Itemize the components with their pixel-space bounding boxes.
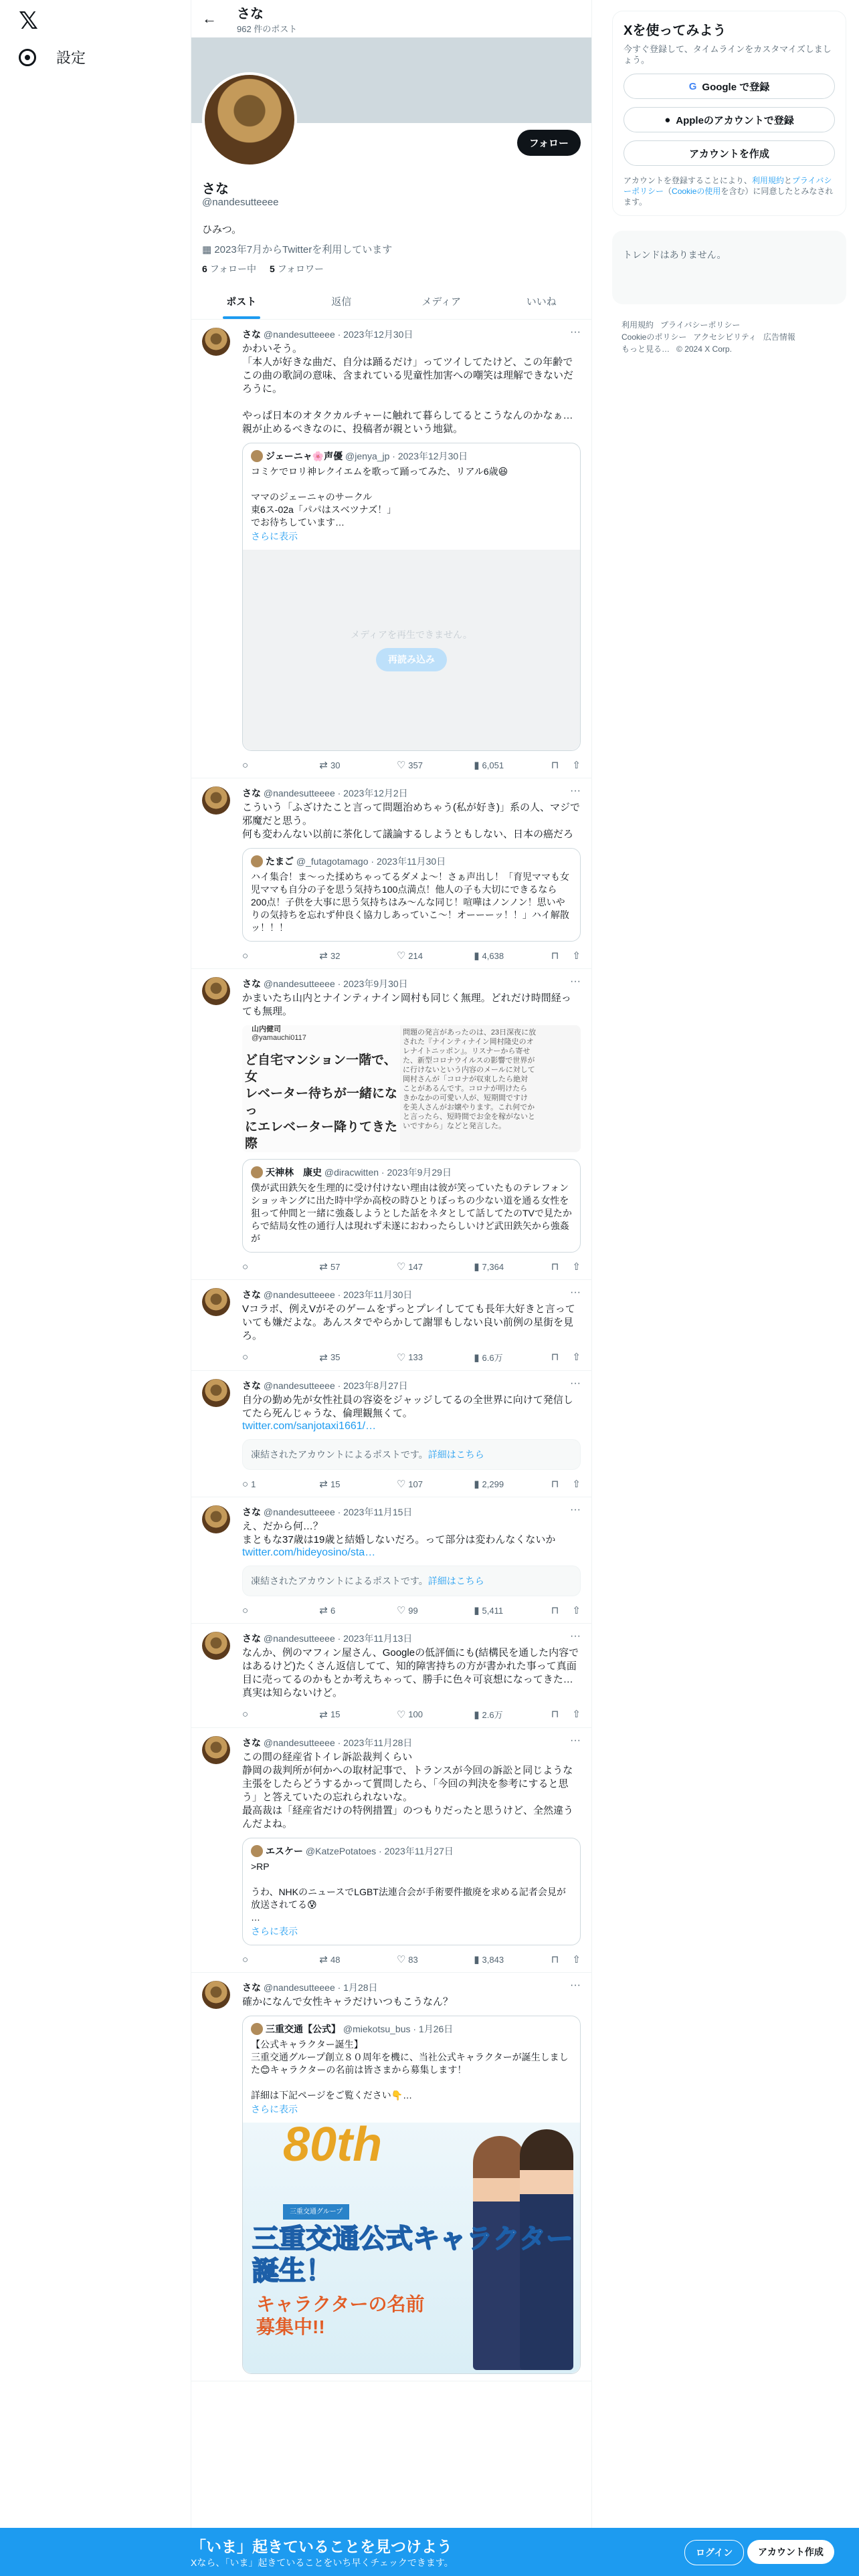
reply-icon: ○ (242, 759, 249, 771)
like-icon: ♡ (396, 1261, 406, 1273)
image-text-right: 問題の発言があったのは、23日深夜に放 された『ナインティナイン岡村隆史のオ レナイトニッポン』。リスナーから寄せ た、新型コロナウイルスの影響で世界が に行けないという内容のメールに対して 岡村さんが「コロナが収束したら絶対 ことがあるんです。コロナが明けたら きかなかの可愛い人が、短期間ですけ を美人さんがお嬢やります。これ何でか と言ったら、短時間でお金を稼がないと いですから」などと発言した。 (400, 1025, 581, 1152)
tweet-header (242, 1736, 581, 1749)
views-button[interactable] (474, 1351, 514, 1364)
ad-subheadline: キャラクターの名前 募集中!! (256, 2294, 425, 2337)
image-author (252, 1025, 399, 1043)
tweet-author-name[interactable]: さな (242, 978, 261, 989)
tweet-actions (242, 759, 581, 771)
like-button[interactable] (397, 1351, 437, 1364)
signup-terms: アカウントを登録することにより、利用規約とプライバシーポリシー（Cookieの使用を含む）に同意したとみなされます。 (624, 176, 834, 207)
tweet-meta: @nandesutteeee · 2023年11月28日 (263, 1737, 413, 1748)
profile-name: さな (202, 182, 229, 197)
tweet-link[interactable]: twitter.com/sanjotaxi1661/… (242, 1420, 377, 1432)
like-count: 100 (408, 1709, 423, 1719)
tweet-text: なんか、例のマフィン屋さん、Googleの低評価にも(結構民を通した内容ではあるけど)たくさん返信してて、知的障害持ちの方が書かれた事って真面目に売ってるのかもとか考えちゃって、勝手に色々可哀想になってきた…真実は知らないけど。 (242, 1647, 579, 1699)
tweet-meta: @nandesutteeee · 2023年12月30日 (263, 329, 413, 340)
tweet[interactable] (191, 1973, 591, 2381)
retweet-icon: ⇄ (319, 1954, 328, 1965)
quoted-avatar (251, 855, 263, 867)
retweet-count: 35 (330, 1352, 341, 1362)
retweet-button[interactable] (319, 1351, 359, 1364)
joined-text: 2023年7月からTwitterを利用しています (214, 244, 393, 255)
tab-media[interactable]: メディア (421, 296, 462, 308)
like-button[interactable] (397, 1953, 437, 1965)
profile-stats (202, 262, 324, 276)
reply-count: 1 (251, 1479, 256, 1489)
tweet[interactable] (191, 320, 591, 778)
tweet-author-name[interactable]: さな (242, 1380, 261, 1391)
more-icon[interactable]: ··· (570, 1630, 581, 1642)
bookmark-icon[interactable]: ⊓ (551, 1709, 559, 1720)
like-icon: ♡ (396, 1605, 406, 1616)
views-button[interactable] (474, 1708, 514, 1721)
bottom-banner (0, 2528, 859, 2576)
tweet-header (242, 786, 581, 800)
quoted-tweet[interactable] (242, 848, 581, 942)
reply-button[interactable] (242, 1351, 282, 1364)
views-icon: ▮ (474, 1709, 480, 1721)
tweet-header (242, 1505, 581, 1519)
tweet-avatar[interactable] (202, 786, 230, 815)
media-error-text: メディアを再生できません。 (351, 629, 472, 640)
tweet-avatar[interactable] (202, 1505, 230, 1533)
more-icon[interactable]: ··· (570, 1378, 581, 1389)
retweet-count: 57 (330, 1261, 341, 1272)
bookmark-icon[interactable]: ⊓ (551, 1352, 559, 1363)
tweet[interactable] (191, 1624, 591, 1728)
footer-link[interactable]: 広告情報 (763, 332, 795, 342)
quoted-author-name: たまご (266, 856, 294, 867)
quoted-header (251, 2023, 572, 2036)
image-author-handle: @yamauchi0117 (252, 1034, 306, 1042)
tweet[interactable] (191, 778, 591, 969)
quoted-author-name: 天神林 康史 (266, 1167, 322, 1178)
tweet-author-name[interactable]: さな (242, 1737, 261, 1748)
tab-replies[interactable]: 返信 (331, 296, 352, 308)
profile-avatar[interactable] (202, 72, 297, 167)
gear-icon (19, 49, 36, 66)
tweet-text: こういう「ふざけたこと言って問題治めちゃう(私が好き)」系の人、マジで邪魔だと思う。 何も変わんない以前に茶化して議論するしようともしない、日本の癌だろ (242, 802, 580, 840)
tweet[interactable] (191, 1371, 591, 1497)
tweet-actions (242, 1708, 581, 1721)
quoted-text: 僕が武田鉄矢を生理的に受け付けない理由は彼が笑っていたものテレフォンショッキングに出た時中学か高校の時ひとりぼっちの少ない道を通る女性を狙って仲間と一緒に強姦しようとした話をネタとして話してたのTVで見たからで結局女性の通行人は現れず未遂におわったらしいけど武田鉄矢から強姦が (251, 1182, 572, 1244)
retweet-count: 48 (330, 1954, 341, 1965)
quoted-avatar (251, 1166, 263, 1178)
reply-icon: ○ (242, 1478, 249, 1490)
share-icon[interactable]: ⇧ (572, 760, 581, 771)
quoted-header (251, 855, 572, 868)
quoted-avatar (251, 450, 263, 462)
views-icon: ▮ (474, 760, 480, 771)
share-icon[interactable]: ⇧ (572, 1352, 581, 1363)
apple-icon: ● (664, 114, 671, 126)
tweet-author-name[interactable]: さな (242, 788, 261, 798)
like-count: 107 (408, 1479, 423, 1489)
login-button[interactable]: ログイン (684, 2540, 744, 2565)
tweet-text: え、だから何…？ まともな37歳は19歳と結婚しないだろ。って部分は変わんなくないか (242, 1521, 556, 1545)
tweet-meta: @nandesutteeee · 2023年8月27日 (263, 1380, 408, 1391)
reply-icon: ○ (242, 950, 249, 962)
retweet-icon: ⇄ (319, 1261, 328, 1273)
like-icon: ♡ (396, 760, 406, 771)
quoted-meta: @miekotsu_bus · 1月26日 (343, 2024, 454, 2034)
like-count: 83 (408, 1954, 418, 1965)
quoted-header (251, 1845, 572, 1858)
views-count: 6.6万 (482, 1353, 503, 1363)
bottom-subtitle: Xなら、「いま」起きていることをいち早くチェックできます。 (191, 2557, 454, 2568)
like-icon: ♡ (396, 950, 406, 962)
quoted-header (251, 1166, 572, 1179)
reply-button[interactable] (242, 1604, 282, 1616)
views-button[interactable] (474, 1261, 514, 1273)
retweet-button[interactable] (319, 1478, 359, 1490)
quoted-author-name: エスケー (266, 1846, 303, 1856)
reply-button[interactable] (242, 950, 282, 962)
tweet-avatar[interactable] (202, 977, 230, 1005)
tweet-end-actions (551, 1261, 581, 1273)
signup-button[interactable]: アカウント作成 (747, 2540, 834, 2564)
unavailable-text: 凍結されたアカウントによるポストです。 (251, 1449, 428, 1460)
tweet-actions (242, 1604, 581, 1616)
like-button[interactable] (397, 1604, 437, 1616)
profile-header (191, 0, 591, 37)
nav-settings[interactable] (19, 47, 86, 68)
tweet-text: かわいそう。 「本人が好きな曲だ、自分は踊るだけ」ってツイしてたけど、この年齢でこの曲の歌詞の意味、含まれている児童性加害への嘲笑は理解できないだろうに。 やっぱ日本のオタクカルチャーに触れて暮らしてるとこうなんのかなぁ…親が止めるべきなのに、投稿者が親という地獄。 (242, 343, 574, 435)
tweet[interactable] (191, 1728, 591, 1973)
quoted-text: ハイ集合！ま〜った揉めちゃってるダメよ〜！さぁ声出し！「育児ママも女児ママも自分の子を思う気持ち100点満点！他人の子も大切にできるなら200点！子供を大事に思う気持ちはみ〜んな同じ！喧嘩はノンノン！思いやりの気持ちを忘れず仲良く協力しあっていこ〜！オーーーッ！！」ハイ解散ッ！！！ (251, 871, 569, 933)
footer-links (612, 319, 846, 355)
retweet-icon: ⇄ (319, 1479, 328, 1490)
tweet-meta: @nandesutteeee · 1月28日 (263, 1982, 378, 1993)
like-button[interactable] (397, 1708, 437, 1721)
more-icon[interactable]: ··· (570, 1287, 581, 1298)
timeline (191, 320, 591, 2381)
bookmark-icon[interactable]: ⊓ (551, 760, 559, 771)
like-count: 99 (408, 1605, 418, 1616)
tweet-avatar[interactable] (202, 1288, 230, 1316)
share-icon[interactable]: ⇧ (572, 1261, 581, 1273)
like-icon: ♡ (396, 1479, 406, 1490)
tweet-avatar[interactable] (202, 1981, 230, 2009)
like-button[interactable] (397, 1261, 437, 1273)
like-button[interactable] (397, 950, 437, 962)
unavailable-notice (242, 1566, 581, 1596)
tweet-actions (242, 1953, 581, 1965)
tweet-link[interactable]: twitter.com/hideyosino/sta… (242, 1547, 376, 1558)
views-icon: ▮ (474, 1352, 480, 1364)
show-more-link[interactable]: さらに表示 (251, 2104, 298, 2115)
tweet[interactable] (191, 1280, 591, 1371)
bottom-title: 「いま」起きていることを見つけよう (191, 2538, 452, 2555)
followers-link[interactable]: 5 フォロワー (270, 263, 324, 274)
tweet-header (242, 328, 581, 341)
retweet-icon: ⇄ (319, 950, 328, 962)
tweet-end-actions (551, 1604, 581, 1616)
image-author-name: 山内健司 (252, 1025, 281, 1033)
tweet-avatar[interactable] (202, 328, 230, 356)
tweet-header (242, 1632, 581, 1645)
quoted-author-name: ジェーニャ🌸声優 (266, 451, 343, 461)
quoted-media-player[interactable] (243, 550, 580, 750)
tweet-end-actions (551, 759, 581, 771)
more-icon[interactable]: ··· (570, 785, 581, 796)
views-button[interactable] (474, 1478, 514, 1490)
quoted-image[interactable] (243, 2123, 580, 2373)
left-nav (0, 0, 191, 2576)
more-icon[interactable]: ··· (570, 326, 581, 338)
more-icon[interactable]: ··· (570, 1504, 581, 1515)
tweet-text: かまいたち山内とナインティナイン岡村も同じく無理。どれだけ時間経っても無理。 (242, 992, 571, 1017)
quoted-meta: @jenya_jp · 2023年12月30日 (345, 451, 468, 461)
tweet-end-actions (551, 1478, 581, 1490)
reload-button[interactable]: 再読み込み (376, 648, 447, 671)
tweet-meta: @nandesutteeee · 2023年9月30日 (263, 978, 408, 989)
ad-headline: 三重交通公式キャラクター 誕生！ (252, 2224, 573, 2286)
privacy-link[interactable]: プライバシーポリシー (624, 176, 832, 196)
views-count: 7,364 (482, 1261, 504, 1272)
bookmark-icon[interactable]: ⊓ (551, 1479, 559, 1490)
quoted-avatar (251, 1845, 263, 1857)
bookmark-icon[interactable]: ⊓ (551, 950, 559, 962)
profile-info (191, 123, 591, 284)
tweet-text: Vコラボ、例えVがそのゲームをずっとプレイしてても長年大好きと言っていても嫌だよな。あんスタでやらかして謝罪もしない良い前例の星街を見ろ。 (242, 1303, 575, 1341)
tweet-end-actions (551, 1708, 581, 1721)
profile-joined (202, 242, 392, 256)
tweet-header (242, 1379, 581, 1392)
like-count: 133 (408, 1352, 423, 1362)
retweet-button[interactable] (319, 759, 359, 771)
right-sidebar (612, 0, 846, 355)
show-more-link[interactable]: さらに表示 (251, 531, 298, 542)
views-icon: ▮ (474, 1954, 480, 1965)
main-column (191, 0, 592, 2576)
like-icon: ♡ (396, 1709, 406, 1721)
details-link[interactable]: 詳細はこちら (427, 1449, 484, 1460)
ad-anniversary: 80th (283, 2123, 383, 2171)
image-text-left: ど自宅マンション一階で、女 レベーター待ちが一緒になっ にエレベーター降りてきた際 (242, 1025, 403, 1152)
tweet-author-name[interactable]: さな (242, 1633, 261, 1644)
signup-desc: 今すぐ登録して、タイムラインをカスタマイズしましょう。 (624, 44, 832, 65)
views-button[interactable] (474, 950, 514, 962)
tab-posts[interactable]: ポスト (191, 284, 292, 319)
quoted-tweet[interactable] (242, 443, 581, 751)
views-count: 6,051 (482, 760, 504, 770)
retweet-icon: ⇄ (319, 1352, 328, 1364)
tweet-image[interactable] (242, 1025, 581, 1152)
views-count: 2,299 (482, 1479, 504, 1489)
x-logo-icon[interactable]: 𝕏 (19, 7, 39, 34)
reply-icon: ○ (242, 1604, 249, 1616)
create-account-button[interactable]: アカウントを作成 (624, 140, 835, 166)
tweet-meta: @nandesutteeee · 2023年11月30日 (263, 1289, 413, 1300)
retweet-button[interactable] (319, 1953, 359, 1965)
google-icon: G (688, 80, 697, 92)
views-count: 5,411 (482, 1605, 504, 1616)
header-name: さな (237, 7, 264, 21)
tweet-text: この間の経産省トイレ訴訟裁判くらい 静岡の裁判所が何かへの取材記事で、トランスが今回の訴訟と同じような主張をしたらどうするかって質問したら、「今回の判決を参考にすると思う」と答えていたの忘れられないな。 最高裁は「経産省だけの特例措置」のつもりだったと思うけど、全然違うんだよね。 (242, 1751, 574, 1830)
tweet-author-name[interactable]: さな (242, 1289, 261, 1300)
ad-group-label: 三重交通グループ (283, 2204, 349, 2220)
retweet-button[interactable] (319, 1261, 359, 1273)
views-count: 4,638 (482, 950, 504, 961)
reply-button[interactable] (242, 1708, 282, 1721)
retweet-count: 15 (330, 1709, 341, 1719)
tweet-avatar[interactable] (202, 1379, 230, 1407)
profile-tabs (191, 284, 591, 320)
bookmark-icon[interactable]: ⊓ (551, 1261, 559, 1273)
nav-settings-label: 設定 (56, 49, 86, 66)
reply-button[interactable] (242, 1478, 282, 1490)
tweet-author-name[interactable]: さな (242, 1507, 261, 1517)
profile-handle: @nandesutteeee (202, 197, 279, 208)
quoted-avatar (251, 2023, 263, 2035)
footer-link[interactable]: プライバシーポリシー (660, 320, 741, 330)
tweet-avatar[interactable] (202, 1632, 230, 1660)
views-button[interactable] (474, 1953, 514, 1965)
retweet-count: 15 (330, 1479, 341, 1489)
views-icon: ▮ (474, 1261, 480, 1273)
tweet-author-name[interactable]: さな (242, 1982, 261, 1993)
reply-icon: ○ (242, 1953, 249, 1965)
tweet[interactable] (191, 969, 591, 1280)
like-button[interactable] (397, 1478, 437, 1490)
share-icon[interactable]: ⇧ (572, 950, 581, 962)
bookmark-icon[interactable]: ⊓ (551, 1954, 559, 1965)
tweet-meta: @nandesutteeee · 2023年12月2日 (263, 788, 408, 798)
like-icon: ♡ (396, 1352, 406, 1364)
tweet-actions (242, 1478, 581, 1490)
views-icon: ▮ (474, 1479, 480, 1490)
views-count: 3,843 (482, 1954, 504, 1965)
like-count: 147 (408, 1261, 423, 1272)
following-link[interactable]: 6 フォロー中 (202, 263, 256, 274)
quoted-tweet[interactable] (242, 2016, 581, 2374)
more-icon[interactable]: ··· (570, 1735, 581, 1746)
tweet-meta: @nandesutteeee · 2023年11月15日 (263, 1507, 413, 1517)
show-more-link[interactable]: さらに表示 (251, 1926, 298, 1937)
tweet-actions (242, 1261, 581, 1273)
bookmark-icon[interactable]: ⊓ (551, 1605, 559, 1616)
share-icon[interactable]: ⇧ (572, 1954, 581, 1965)
views-count: 2.6万 (482, 1710, 503, 1720)
tweet-header (242, 1981, 581, 1994)
signup-card (612, 11, 846, 216)
calendar-icon: ▦ (202, 244, 215, 255)
quoted-meta: @diracwitten · 2023年9月29日 (324, 1167, 452, 1178)
header-post-count: 962 件のポスト (237, 24, 298, 34)
profile-bio: ひみつ。 (202, 224, 242, 235)
tweet-actions (242, 1351, 581, 1364)
share-icon[interactable]: ⇧ (572, 1479, 581, 1490)
tweet-header (242, 1288, 581, 1301)
quoted-meta: @KatzePotatoes · 2023年11月27日 (305, 1846, 454, 1856)
google-signup-button[interactable]: G Google で登録 (624, 74, 835, 99)
retweet-icon: ⇄ (319, 1605, 328, 1616)
reply-button[interactable] (242, 1261, 282, 1273)
tweet[interactable] (191, 1497, 591, 1624)
details-link[interactable]: 詳細はこちら (427, 1576, 484, 1586)
retweet-icon: ⇄ (319, 1709, 328, 1721)
quoted-text: 【公式キャラクター誕生】 三重交通グループ創立８０周年を機に、当社公式キャラクターが誕生しました😊キャラクターの名前は皆さまから募集します！ 詳細は下記ページをご覧ください👇… (251, 2039, 569, 2101)
views-icon: ▮ (474, 950, 480, 962)
tweet-actions (242, 950, 581, 962)
views-button[interactable] (474, 759, 514, 771)
tab-likes[interactable]: いいね (526, 296, 557, 308)
tweet-text: 確かになんで女性キャラだけいつもこうなん？ (242, 1996, 454, 2008)
quoted-tweet[interactable] (242, 1838, 581, 1945)
footer-link[interactable]: アクセシビリティ (693, 332, 757, 342)
footer-link[interactable]: Cookieのポリシー (622, 332, 687, 342)
tweet-text: 自分の勤め先が女性社員の容姿をジャッジしてるの全世界に向けて発信してたら死んじゃうな、倫理観無くて。 (242, 1394, 573, 1419)
views-button[interactable] (474, 1604, 514, 1616)
tweet-header (242, 977, 581, 990)
apple-signup-button[interactable]: ● Appleのアカウントで登録 (624, 107, 835, 132)
reply-icon: ○ (242, 1352, 249, 1363)
like-count: 357 (408, 760, 423, 770)
unavailable-text: 凍結されたアカウントによるポストです。 (251, 1576, 428, 1586)
quoted-text: コミケでロリ神レクイエムを歌って踊ってみた、リアル6歳😆 ママのジェーニャのサークル 東6ス-02a「パパはスベツナズ！」 でお待ちしています… (251, 466, 508, 528)
like-count: 214 (408, 950, 423, 961)
more-icon[interactable]: ··· (570, 1979, 581, 1991)
tweet-end-actions (551, 1351, 581, 1364)
reply-button[interactable] (242, 759, 282, 771)
tweet-avatar[interactable] (202, 1736, 230, 1764)
quoted-text: >RP うわ、NHKのニュースでLGBT法連合会が手術要件撤廃を求める記者会見が放送されてる😰 … (251, 1861, 566, 1923)
retweet-count: 6 (330, 1605, 336, 1616)
retweet-button[interactable] (319, 1604, 359, 1616)
tweet-end-actions (551, 1953, 581, 1965)
footer-link[interactable]: 利用規約 (622, 320, 654, 330)
views-icon: ▮ (474, 1605, 480, 1616)
tweet-end-actions (551, 950, 581, 962)
share-icon[interactable]: ⇧ (572, 1605, 581, 1616)
retweet-count: 32 (330, 950, 341, 961)
retweet-button[interactable] (319, 1708, 359, 1721)
more-icon[interactable]: ··· (570, 976, 581, 987)
quoted-tweet[interactable] (242, 1159, 581, 1253)
quoted-header (251, 450, 572, 463)
share-icon[interactable]: ⇧ (572, 1709, 581, 1720)
reply-icon: ○ (242, 1261, 249, 1273)
retweet-icon: ⇄ (319, 760, 328, 771)
footer-link[interactable]: もっと見る… (622, 344, 670, 354)
terms-link[interactable]: 利用規約 (751, 176, 784, 185)
like-icon: ♡ (396, 1954, 406, 1965)
back-arrow-icon[interactable]: ← (202, 10, 217, 27)
quoted-author-name: 三重交通【公式】 (266, 2024, 341, 2034)
reply-icon: ○ (242, 1709, 249, 1720)
like-button[interactable] (397, 759, 437, 771)
unavailable-notice (242, 1439, 581, 1470)
quoted-meta: @_futagotamago · 2023年11月30日 (296, 856, 446, 867)
tweet-author-name[interactable]: さな (242, 329, 261, 340)
copyright: © 2024 X Corp. (676, 344, 732, 354)
signup-title: Xを使ってみよう (624, 23, 727, 38)
trends-box: トレンドはありません。 (612, 231, 846, 304)
follow-button[interactable]: フォロー (517, 130, 581, 156)
reply-button[interactable] (242, 1953, 282, 1965)
tweet-meta: @nandesutteeee · 2023年11月13日 (263, 1633, 413, 1644)
cookie-link[interactable]: Cookieの使用 (672, 187, 721, 196)
retweet-button[interactable] (319, 950, 359, 962)
retweet-count: 30 (330, 760, 341, 770)
